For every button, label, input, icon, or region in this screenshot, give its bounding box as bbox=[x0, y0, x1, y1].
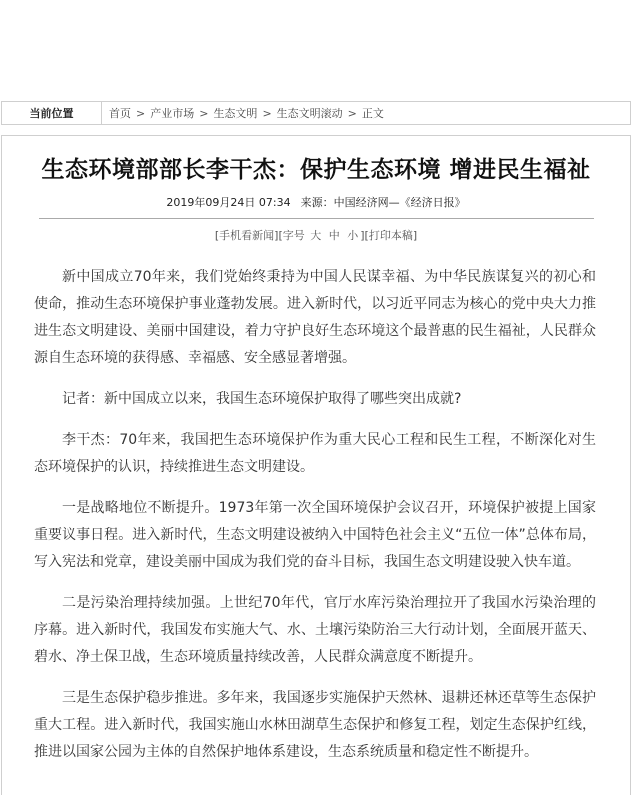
breadcrumb-separator: > bbox=[347, 106, 357, 120]
article-paragraph: 新中国成立70年来，我们党始终秉持为中国人民谋幸福、为中华民族谋复兴的初心和使命，推动生态环境保护事业蓬勃发展。进入新时代，以习近平同志为核心的党中央大力推进生态文明建设、美丽中国建设，着力守护良好生态环境这个最普惠的民生福祉，人民群众源自生态环境的获得感、幸福感、安全感显著增强。 bbox=[34, 269, 596, 366]
article-paragraph: 三是生态保护稳步推进。多年来，我国逐步实施保护天然林、退耕还林还草等生态保护重大工程。进入新时代，我国实施山水林田湖草生态保护和修复工程，划定生态保护红线，推进以国家公园为主体的自然保护地体系建设，生态系统质量和稳定性不断提升。 bbox=[34, 690, 596, 760]
breadcrumb-link-industry-market[interactable]: 产业市场 bbox=[150, 107, 195, 120]
breadcrumb-link-home[interactable]: 首页 bbox=[109, 107, 131, 120]
font-size-medium-button[interactable]: 中 bbox=[328, 229, 340, 242]
breadcrumb bbox=[1, 101, 631, 125]
article-paragraph: 一是战略地位不断提升。1973年第一次全国环境保护会议召开，环境保护被提上国家重要议事日程。进入新时代，生态文明建设被纳入中国特色社会主义“五位一体”总体布局，写入宪法和党章，建设美丽中国成为我们党的奋斗目标，我国生态文明建设驶入快车道。 bbox=[34, 500, 596, 570]
breadcrumb-separator: > bbox=[262, 106, 272, 120]
article-paragraph: 记者：新中国成立以来，我国生态环境保护取得了哪些突出成就? bbox=[62, 391, 462, 407]
article-title: 生态环境部部长李干杰：保护生态环境 增进民生福祉 bbox=[41, 157, 591, 183]
breadcrumb-separator: > bbox=[199, 106, 209, 120]
article-paragraph: 李干杰：70年来，我国把生态环境保护作为重大民心工程和民生工程，不断深化对生态环境保护的认识，持续推进生态文明建设。 bbox=[34, 432, 596, 475]
font-size-small-button[interactable]: 小 bbox=[347, 229, 359, 242]
print-link[interactable]: [打印本稿] bbox=[364, 229, 418, 242]
article-body bbox=[34, 264, 596, 780]
breadcrumb-label: 当前位置 bbox=[2, 102, 102, 124]
article bbox=[1, 135, 631, 795]
article-tools bbox=[2, 227, 630, 243]
font-size-suffix: ] bbox=[360, 229, 365, 242]
breadcrumb-separator: > bbox=[136, 106, 146, 120]
breadcrumb-current: 正文 bbox=[361, 107, 384, 120]
font-size-large-button[interactable]: 大 bbox=[310, 229, 322, 242]
breadcrumb-link-eco-rolling[interactable]: 生态文明滚动 bbox=[276, 107, 343, 120]
font-size-prefix: [字号 bbox=[278, 229, 305, 242]
mobile-view-link[interactable]: [手机看新闻] bbox=[214, 229, 279, 242]
breadcrumb-trail bbox=[102, 105, 384, 121]
article-source: 来源：中国经济网—《经济日报》 bbox=[300, 196, 466, 209]
article-paragraph: 二是污染治理持续加强。上世纪70年代，官厅水库污染治理拉开了我国水污染治理的序幕。进入新时代，我国发布实施大气、水、土壤污染防治三大行动计划，全面展开蓝天、碧水、净土保卫战，生态环境质量持续改善，人民群众满意度不断提升。 bbox=[34, 595, 596, 665]
title-divider bbox=[39, 218, 594, 219]
article-meta bbox=[2, 194, 630, 210]
article-datetime: 2019年09月24日 07:34 bbox=[166, 196, 291, 209]
breadcrumb-link-eco-civilization[interactable]: 生态文明 bbox=[213, 107, 258, 120]
